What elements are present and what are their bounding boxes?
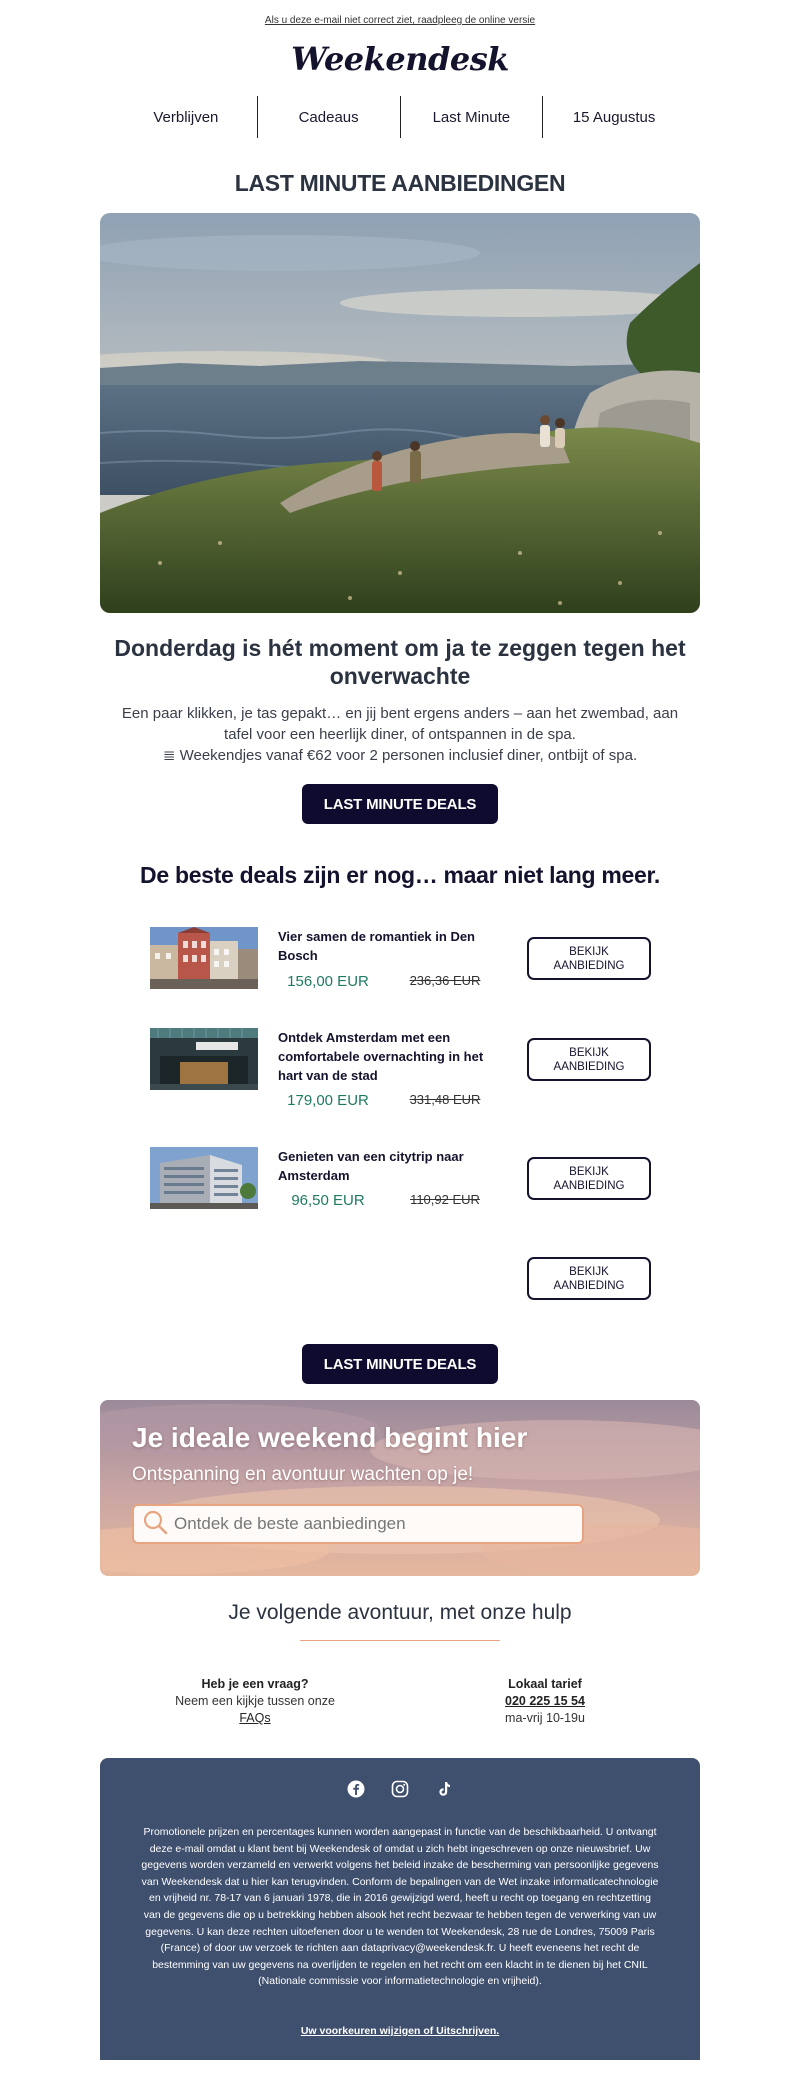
last-minute-deals-button[interactable]: LAST MINUTE DEALS: [302, 784, 498, 824]
search-box[interactable]: [132, 1504, 584, 1544]
intro-line-1: Een paar klikken, je tas gepakt… en jij bent ergens anders – aan het zwembad, aan tafel voor een heerlijk diner, of ontspannen in de spa.: [121, 705, 679, 743]
deal-thumbnail-den-bosch: [150, 927, 258, 989]
opening-hours: ma-vrij 10-19u: [505, 1711, 585, 1725]
view-offer-button[interactable]: BEKIJK AANBIEDING: [527, 1257, 651, 1300]
deal-thumbnail-amsterdam-citytrip: [150, 1147, 258, 1209]
deal-image-amsterdam-citytrip[interactable]: [150, 1147, 258, 1209]
view-offer-button[interactable]: BEKIJK AANBIEDING: [527, 1157, 651, 1200]
deal-title[interactable]: Genieten van een citytrip naar Amsterdam: [278, 1149, 464, 1183]
tiktok-icon[interactable]: [435, 1780, 453, 1798]
intro-text: [120, 703, 680, 766]
help-title: Je volgende avontuur, met onze hulp: [228, 1601, 572, 1624]
section-title: LAST MINUTE AANBIEDINGEN: [234, 170, 566, 196]
faq-contact: [130, 1676, 380, 1727]
preferences-unsubscribe-link[interactable]: Uw voorkeuren wijzigen of Uitschrijven.: [300, 2025, 500, 2037]
view-offer-button[interactable]: BEKIJK AANBIEDING: [527, 1038, 651, 1081]
deal-old-price: 236,36 EUR: [409, 973, 481, 988]
question-title: Heb je een vraag?: [201, 1677, 309, 1691]
social-links: [100, 1780, 700, 1798]
headline: Donderdag is hét moment om ja te zeggen tegen het onverwachte: [114, 635, 686, 689]
deal-title[interactable]: Ontdek Amsterdam met een comfortabele overnachting in het hart van de stad: [278, 1030, 484, 1083]
main-nav: [115, 96, 685, 138]
hero-image[interactable]: [100, 213, 700, 613]
deal-old-price: 331,48 EUR: [409, 1092, 481, 1107]
divider: [300, 1640, 500, 1641]
deal-price: 156,00 EUR: [287, 973, 369, 990]
last-minute-deals-button[interactable]: LAST MINUTE DEALS: [302, 1344, 498, 1384]
deal-thumbnail-amsterdam-hotel: [150, 1028, 258, 1090]
phone-link[interactable]: 020 225 15 54: [505, 1694, 585, 1708]
search-input[interactable]: [174, 1514, 574, 1534]
nav-item-last-minute[interactable]: Last Minute: [432, 108, 511, 126]
nav-item-cadeaus[interactable]: Cadeaus: [298, 108, 359, 126]
intro-line-2: ≣ Weekendjes vanaf €62 voor 2 personen inclusief diner, ontbijt of spa.: [162, 747, 638, 764]
instagram-icon[interactable]: [391, 1780, 409, 1798]
question-text: Neem een kijkje tussen onze: [175, 1694, 335, 1708]
hero-landscape-illustration: [100, 213, 700, 613]
deal-title[interactable]: Vier samen de romantiek in Den Bosch: [278, 929, 475, 963]
footer: [100, 1758, 700, 2060]
facebook-icon[interactable]: [347, 1780, 365, 1798]
search-icon: [142, 1509, 168, 1540]
nav-item-verblijven[interactable]: Verblijven: [153, 108, 219, 126]
online-version-link[interactable]: Als u deze e-mail niet correct ziet, raadpleeg de online versie: [264, 15, 536, 26]
faq-link[interactable]: FAQs: [239, 1711, 271, 1725]
deal-image-den-bosch[interactable]: [150, 927, 258, 989]
deal-old-price: 110,92 EUR: [410, 1192, 480, 1207]
rate-title: Lokaal tarief: [508, 1677, 582, 1691]
search-banner[interactable]: [100, 1400, 700, 1576]
banner-title: Je ideale weekend begint hier: [132, 1422, 528, 1453]
weekendesk-logo[interactable]: Weekendesk: [291, 40, 509, 78]
deal-image-amsterdam-hotel[interactable]: [150, 1028, 258, 1090]
legal-text: Promotionele prijzen en percentages kunnen worden aangepast in functie van de beschikbaarheid. U ontvangt deze e-mail omdat u klant bent bij Weekendesk of omdat u zich hebt ingeschreven op onze nieuwsbrief. Uw gegevens worden verzameld en verwerkt volgens het beleid inzake de bescherming van persoonlijke gegevens van Weekendesk dat u hier kan terugvinden. Conform de bepalingen van de Wet inzake informaticatechnologie en vrijheid nr. 78-17 van 6 januari 1978, die in 2016 gewijzigd werd, heeft u recht op toegang en rechtzetting van de gegevens die op u betrekking hebben alsook het recht bezwaar te hebben tegen de verwerking van uw gegevens. U kan deze rechten uitoefenen door u te wenden tot Weekendesk, 28 rue de Londres, 75009 Paris (France) of door uw verzoek te richten aan dataprivacy@weekendesk.fr. U heeft eveneens het recht de bestemming van uw gegevens na overlijden te regelen en het recht om een klacht in te dienen bij het CNIL (Nationale commissie voor informatietechnologie en vrijheid).: [141, 1826, 659, 1988]
deals-title: De beste deals zijn er nog… maar niet lang meer.: [140, 862, 660, 888]
phone-contact: [420, 1676, 670, 1727]
nav-item-15-augustus[interactable]: 15 Augustus: [572, 108, 656, 126]
deal-price: 96,50 EUR: [291, 1192, 365, 1209]
banner-subtitle: Ontspanning en avontuur wachten op je!: [132, 1464, 474, 1485]
view-offer-button[interactable]: BEKIJK AANBIEDING: [527, 937, 651, 980]
deal-price: 179,00 EUR: [287, 1092, 369, 1109]
